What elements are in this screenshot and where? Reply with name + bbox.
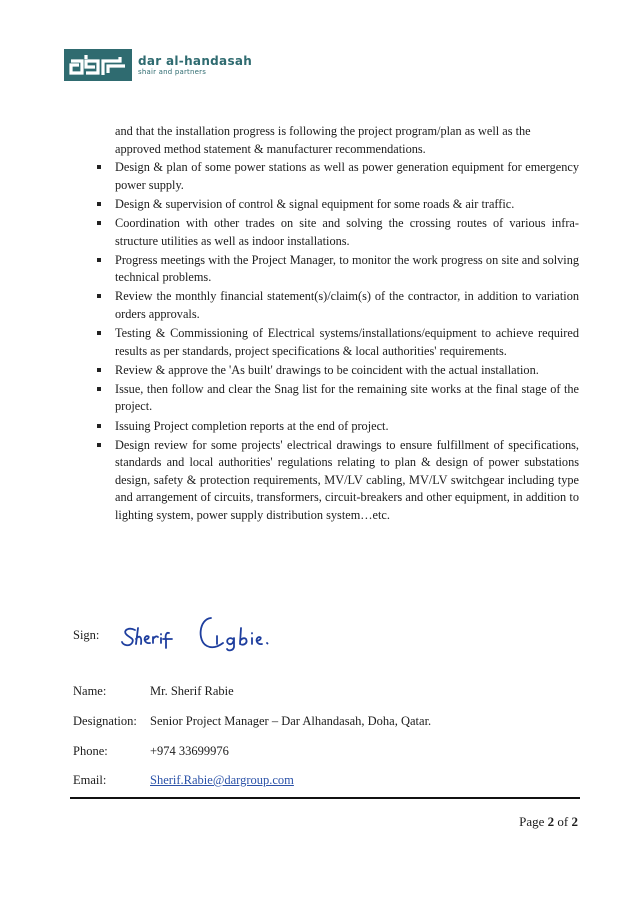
list-item: Review the monthly financial statement(s)/claim(s) of the contractor, in addition to variation orders approvals. <box>95 288 579 323</box>
company-name: dar al-handasah <box>138 53 253 68</box>
dar-logo-icon <box>68 53 128 77</box>
company-logo <box>64 49 252 81</box>
intro-paragraph: and that the installation progress is following the project program/plan as well as the approved method statement & manufacturer recommendations. <box>115 124 531 156</box>
name-label: Name: <box>73 684 107 698</box>
list-item: Issuing Project completion reports at the end of project. <box>95 418 579 436</box>
handwritten-signature <box>119 606 319 656</box>
list-item: Testing & Commissioning of Electrical systems/installations/equipment to achieve required results as per standards, project specifications & local authorities' requirements. <box>95 325 579 360</box>
company-subtitle: shair and partners <box>138 67 207 76</box>
list-item: Design & supervision of control & signal equipment for some roads & air traffic. <box>95 196 579 214</box>
sign-label: Sign: <box>73 628 100 642</box>
list-item: Progress meetings with the Project Manager, to monitor the work progress on site and solving technical problems. <box>95 252 579 287</box>
email-label: Email: <box>73 773 107 787</box>
page-number <box>519 814 578 830</box>
designation-value: Senior Project Manager – Dar Alhandasah, Doha, Qatar. <box>150 714 432 728</box>
phone-label: Phone: <box>73 744 108 758</box>
list-item: Design review for some projects' electrical drawings to ensure fulfillment of specifications, standards and local authorities' regulations relating to plan & design of power substations design, safety & protection requirements, MV/LV cabling, MV/LV switchgear including type and arrangement of circuits, transformers, circuit-breakers and other equipment, in addition to lighting system, power supply distribution system…etc. <box>95 437 579 525</box>
responsibilities-list <box>95 159 579 524</box>
footer-divider <box>70 797 580 799</box>
document-body <box>95 123 579 526</box>
list-item: Review & approve the 'As built' drawings to be coincident with the actual installation. <box>95 362 579 380</box>
list-item: Design & plan of some power stations as well as power generation equipment for emergency power supply. <box>95 159 579 194</box>
email-link[interactable]: Sherif.Rabie@dargroup.com <box>150 773 294 787</box>
phone-value: +974 33699976 <box>150 744 229 758</box>
page-current: 2 <box>547 814 555 829</box>
designation-label: Designation: <box>73 714 137 728</box>
list-item: Coordination with other trades on site and solving the crossing routes of various infra-structure utilities as well as indoor installations. <box>95 215 579 250</box>
name-value: Mr. Sherif Rabie <box>150 684 234 698</box>
list-item: Issue, then follow and clear the Snag list for the remaining site works at the final stage of the project. <box>95 381 579 416</box>
page-of: of <box>554 814 572 829</box>
logo-mark <box>64 49 132 81</box>
page-prefix: Page <box>519 814 548 829</box>
page-total: 2 <box>571 814 578 829</box>
